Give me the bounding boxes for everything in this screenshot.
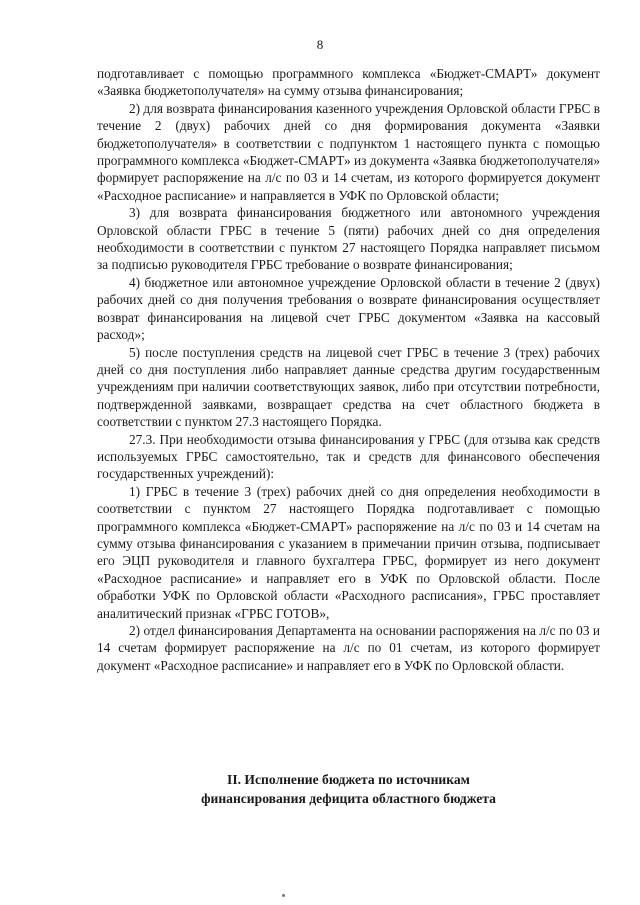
- paragraph: 27.3. При необходимости отзыва финансирования у ГРБС (для отзыва как средств используемых ГРБС самостоятельно, так и средств для финансового обеспечения государственных учреждений):: [97, 431, 600, 482]
- section-heading-line: II. Исполнение бюджета по источникам: [227, 772, 470, 787]
- paragraph: 5) после поступления средств на лицевой счет ГРБС в течение 3 (трех) рабочих дней со дня поступления либо направляет данные средства другим государственным учреждениям при наличии соответствующих заявок, либо при отсутствии потребности, подтвержденной заявками, возвращает средства на счет областного бюджета в соответствии с пунктом 27.3 настоящего Порядка.: [97, 344, 600, 430]
- body-text: [97, 65, 600, 674]
- page-number: 8: [316, 37, 324, 52]
- paragraph: 2) отдел финансирования Департамента на основании распоряжения на л/с по 03 и 14 счетам формирует распоряжение на л/с по 01 счетам, из которого формирует документ «Расходное расписание» и направляет его в УФК по Орловской области.: [97, 623, 600, 673]
- section-heading-line: финансирования дефицита областного бюджета: [201, 791, 496, 806]
- paragraph: 4) бюджетное или автономное учреждение Орловской области в течение 2 (двух) рабочих дней со дня получения требования о возврате финансирования осуществляет возврат финансирования на лицевой счет ГРБС документом «Заявка на кассовый расход»;: [97, 274, 600, 343]
- section-heading: [97, 770, 600, 808]
- paragraph: 3) для возврата финансирования бюджетного или автономного учреждения Орловской области ГРБС в течение 5 (пяти) рабочих дней со дня определения необходимости в соответствии с пунктом 27 настоящего Порядка направляет письмом за подписью руководителя ГРБС требование о возврате финансирования;: [97, 205, 600, 273]
- paragraph: 1) ГРБС в течение 3 (трех) рабочих дней со дня определения необходимости в соответствии с пунктом 27 настоящего Порядка подготавливает с помощью программного комплекса «Бюджет-СМАРТ» распоряжение на л/с по 03 и 14 счетам на сумму отзыва финансирования с указанием в примечании причин отзыва, подписывает его ЭЦП руководителя и главного бухгалтера ГРБС, формирует из него документ «Расходное расписание» и направляет его в УФК по Орловской области. После обработки УФК по Орловской области «Расходного расписания», ГРБС проставляет аналитический признак «ГРБС ГОТОВ»,: [97, 483, 600, 621]
- paragraph: 2) для возврата финансирования казенного учреждения Орловской области ГРБС в течение 2 (двух) рабочих дней со дня формирования документа «Заявки бюджетополучателя» в соответствии с подпунктом 1 настоящего пункта с помощью программного комплекса «Бюджет-СМАРТ» из документа «Заявка бюджетополучателя» формирует распоряжение на л/с по 03 и 14 счетам, из которого формируется документ «Расходное расписание» и направляется в УФК по Орловской области;: [97, 100, 600, 203]
- scan-speck: [282, 894, 285, 897]
- paragraph: подготавливает с помощью программного комплекса «Бюджет-СМАРТ» документ «Заявка бюджетополучателя» на сумму отзыва финансирования;: [97, 66, 600, 99]
